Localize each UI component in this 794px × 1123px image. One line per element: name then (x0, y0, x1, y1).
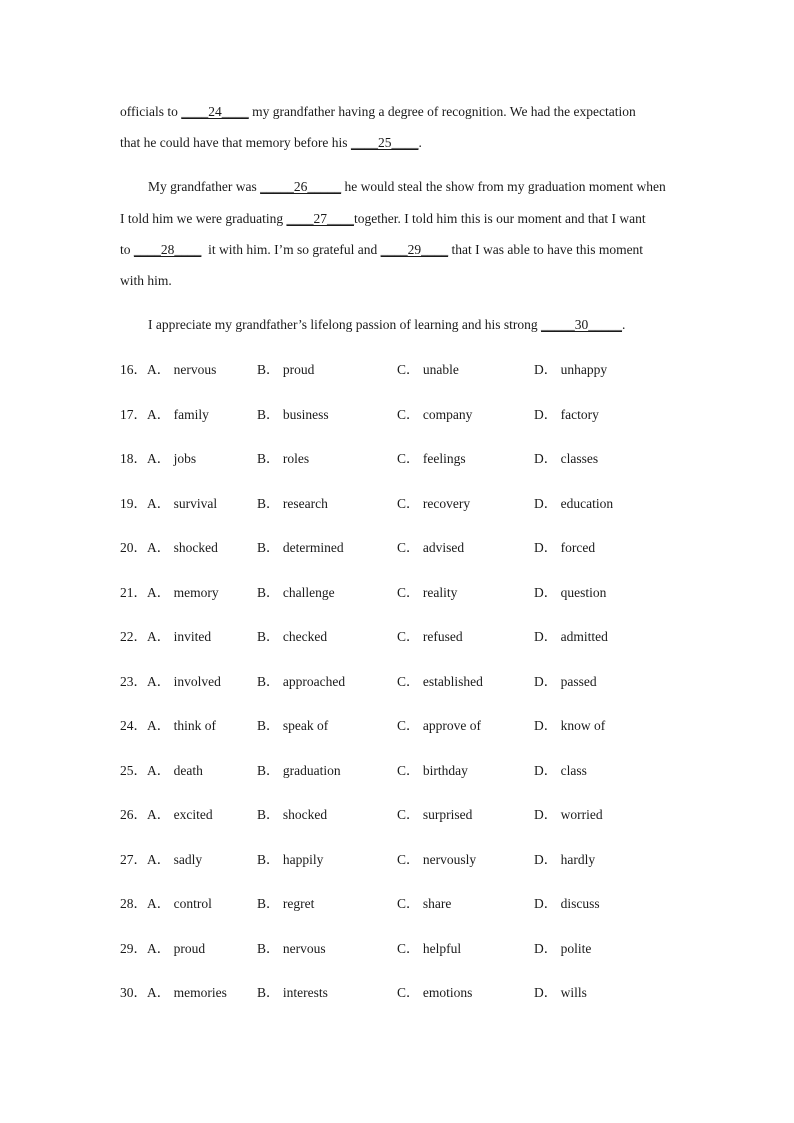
passage-line (148, 317, 625, 333)
option-a: 23．A． involved (120, 674, 221, 689)
answer-blank: ____25____ (350, 135, 419, 150)
option-b: B． challenge (257, 585, 335, 600)
question-row (120, 807, 680, 823)
question-row (120, 896, 680, 912)
question-row (120, 674, 680, 690)
answer-blank: ____27____ (286, 211, 354, 226)
question-row (120, 362, 680, 378)
option-a: 22．A． invited (120, 629, 212, 644)
option-c: C． company (397, 407, 473, 422)
option-a: 26．A． excited (120, 807, 213, 822)
option-c: C． birthday (397, 763, 468, 778)
line-text: My grandfather was (148, 179, 261, 194)
answer-blank: ____29____ (380, 242, 449, 257)
option-d: D． discuss (534, 896, 600, 911)
answer-blank: ____28____ (133, 242, 202, 257)
question-row (120, 763, 680, 779)
passage-line (120, 135, 422, 151)
option-b: B． happily (257, 852, 324, 867)
passage-line (120, 242, 643, 258)
option-b: B． determined (257, 540, 344, 555)
option-c: C． nervously (397, 852, 477, 867)
option-d: D． question (534, 585, 607, 600)
option-d: D． admitted (534, 629, 608, 644)
option-d: D． passed (534, 674, 597, 689)
question-row (120, 451, 680, 467)
option-d: D． class (534, 763, 587, 778)
question-row (120, 407, 680, 423)
option-c: C． surprised (397, 807, 473, 822)
option-b: B． speak of (257, 718, 329, 733)
line-text: officials to (120, 104, 182, 119)
line-text: . (418, 135, 422, 150)
option-c: C． reality (397, 585, 458, 600)
passage-line (120, 211, 646, 227)
option-d: D． wills (534, 985, 587, 1000)
option-d: D． classes (534, 451, 599, 466)
line-text: with him. (120, 273, 172, 288)
line-text: he would steal the show from my graduation moment when (341, 179, 666, 194)
passage-line (120, 273, 172, 289)
option-c: C． emotions (397, 985, 473, 1000)
option-a: 24．A． think of (120, 718, 216, 733)
line-text: that he could have that memory before his (120, 135, 351, 150)
line-text: to (120, 242, 134, 257)
question-row (120, 496, 680, 512)
option-b: B． proud (257, 362, 315, 377)
option-b: B． checked (257, 629, 328, 644)
option-d: D． forced (534, 540, 596, 555)
option-a: 16．A． nervous (120, 362, 217, 377)
option-b: B． business (257, 407, 329, 422)
question-row (120, 629, 680, 645)
answer-blank: _____26_____ (260, 179, 342, 194)
option-a: 20．A． shocked (120, 540, 218, 555)
option-a: 17．A． family (120, 407, 209, 422)
line-text: my grandfather having a degree of recognition. We had the expectation (248, 104, 636, 119)
line-text: . (622, 317, 626, 332)
option-a: 21．A． memory (120, 585, 219, 600)
option-a: 28．A． control (120, 896, 212, 911)
option-b: B． graduation (257, 763, 341, 778)
line-text: it with him. I’m so grateful and (201, 242, 381, 257)
option-c: C． helpful (397, 941, 462, 956)
option-b: B． nervous (257, 941, 326, 956)
option-b: B． approached (257, 674, 346, 689)
answer-blank: _____30_____ (541, 317, 623, 332)
question-row (120, 852, 680, 868)
line-text: that I was able to have this moment (448, 242, 644, 257)
line-text: I told him we were graduating (120, 211, 287, 226)
option-b: B． roles (257, 451, 310, 466)
passage-line (120, 104, 636, 120)
option-d: D． worried (534, 807, 603, 822)
option-d: D． factory (534, 407, 599, 422)
option-a: 25．A． death (120, 763, 203, 778)
question-row (120, 585, 680, 601)
question-row (120, 540, 680, 556)
option-c: C． approve of (397, 718, 481, 733)
passage-line (148, 179, 666, 195)
option-d: D． know of (534, 718, 606, 733)
option-d: D． education (534, 496, 614, 511)
option-b: B． research (257, 496, 328, 511)
option-b: B． shocked (257, 807, 328, 822)
question-row (120, 941, 680, 957)
option-a: 18．A． jobs (120, 451, 197, 466)
line-text: I appreciate my grandfather’s lifelong passion of learning and his strong (148, 317, 542, 332)
option-d: D． polite (534, 941, 592, 956)
option-d: D． hardly (534, 852, 596, 867)
option-a: 29．A． proud (120, 941, 206, 956)
question-row (120, 985, 680, 1001)
option-b: B． regret (257, 896, 315, 911)
option-a: 30．A． memories (120, 985, 227, 1000)
option-c: C． established (397, 674, 483, 689)
option-c: C． advised (397, 540, 465, 555)
option-d: D． unhappy (534, 362, 608, 377)
question-row (120, 718, 680, 734)
option-c: C． share (397, 896, 452, 911)
answer-blank: ____24____ (181, 104, 249, 119)
option-a: 27．A． sadly (120, 852, 203, 867)
option-a: 19．A． survival (120, 496, 218, 511)
option-b: B． interests (257, 985, 328, 1000)
option-c: C． recovery (397, 496, 471, 511)
option-c: C． refused (397, 629, 463, 644)
option-c: C． unable (397, 362, 459, 377)
option-c: C． feelings (397, 451, 466, 466)
line-text: together. I told him this is our moment and that I want (353, 211, 646, 226)
